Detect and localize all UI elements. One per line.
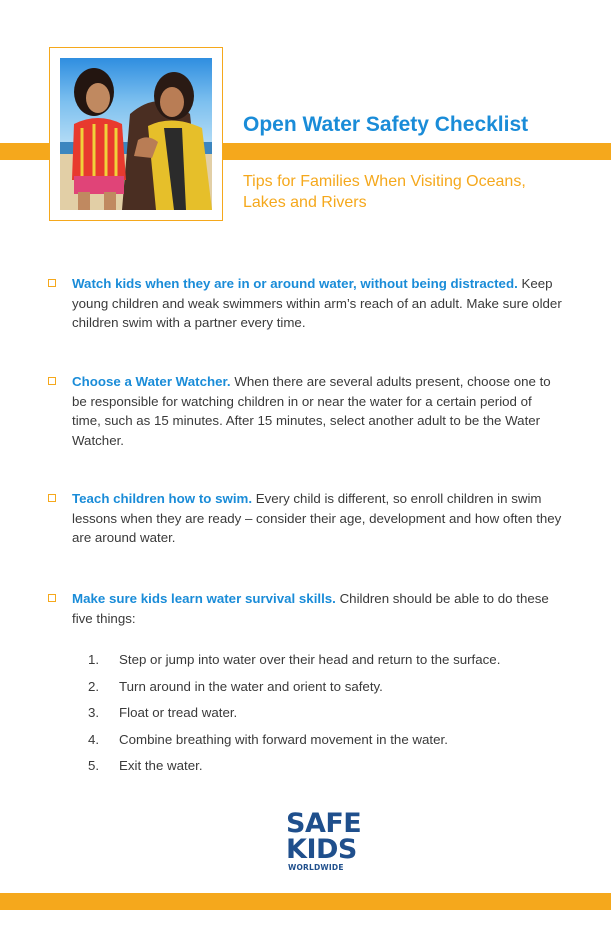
checklist-item-text: When there are several adults present, choose one to be responsible for watching children in or near the water for a certain period of time, such as 15 minutes. After 15 minutes, select another adult to be the Water Watcher. [72,374,551,448]
checkbox-icon[interactable] [48,494,56,502]
logo-letters-ds: DS [315,834,357,865]
checklist-item-lead: Choose a Water Watcher. [72,374,231,389]
list-item [88,756,500,783]
checklist-item-lead: Watch kids when they are in or around water, without being distracted. [72,276,518,291]
logo-line-safe: SAFE [286,808,362,839]
list-item-text: Exit the water. [119,758,203,773]
list-item-text: Turn around in the water and orient to safety. [119,678,383,694]
checkbox-icon[interactable] [48,377,56,385]
list-item-number: 5. [88,758,100,773]
family-life-jacket-photo [60,58,212,210]
checklist-item-lead: Teach children how to swim. [72,491,253,506]
list-item-number: 3. [88,705,100,720]
checklist-item-lead: Make sure kids learn water survival skills. [72,591,336,606]
list-item-text: Step or jump into water over their head and return to the surface. [119,652,501,667]
list-item [88,730,500,757]
logo-letter-i: I [306,834,316,865]
list-item-text: Float or tread water. [119,705,238,720]
logo-letter-k: K [286,834,307,865]
checklist-item-text: Children should be able to do these five things: [72,591,549,626]
checkbox-icon[interactable] [48,279,56,287]
checkbox-icon[interactable] [48,594,56,602]
logo-line-kids [286,836,357,863]
checklist-item [72,372,564,450]
bottom-accent-stripe [0,893,611,910]
list-item-number: 4. [88,731,100,747]
list-item-number: 1. [88,652,100,667]
page-subtitle: Tips for Families When Visiting Oceans, Lakes and Rivers [243,173,526,211]
checklist-item-text: Every child is different, so enroll children in swim lessons when they are ready – consider their age, development and how often they are around water. [72,491,562,545]
photo-frame [49,47,223,221]
list-item-number: 2. [88,678,100,694]
checklist-item [72,589,564,628]
safe-kids-logo [286,810,366,876]
page-title: Open Water Safety Checklist [243,113,529,136]
logo-line-worldwide: WORLDWIDE [288,863,344,872]
checklist-item [72,489,564,548]
survival-skills-list [88,650,500,783]
checklist-item [72,274,564,333]
list-item [88,677,500,704]
checklist-item-text: Keep young children and weak swimmers within arm’s reach of an adult. Make sure older children swim with a partner every time. [72,276,562,330]
list-item-text: Combine breathing with forward movement in the water. [119,731,448,747]
list-item [88,703,500,730]
list-item [88,650,500,677]
